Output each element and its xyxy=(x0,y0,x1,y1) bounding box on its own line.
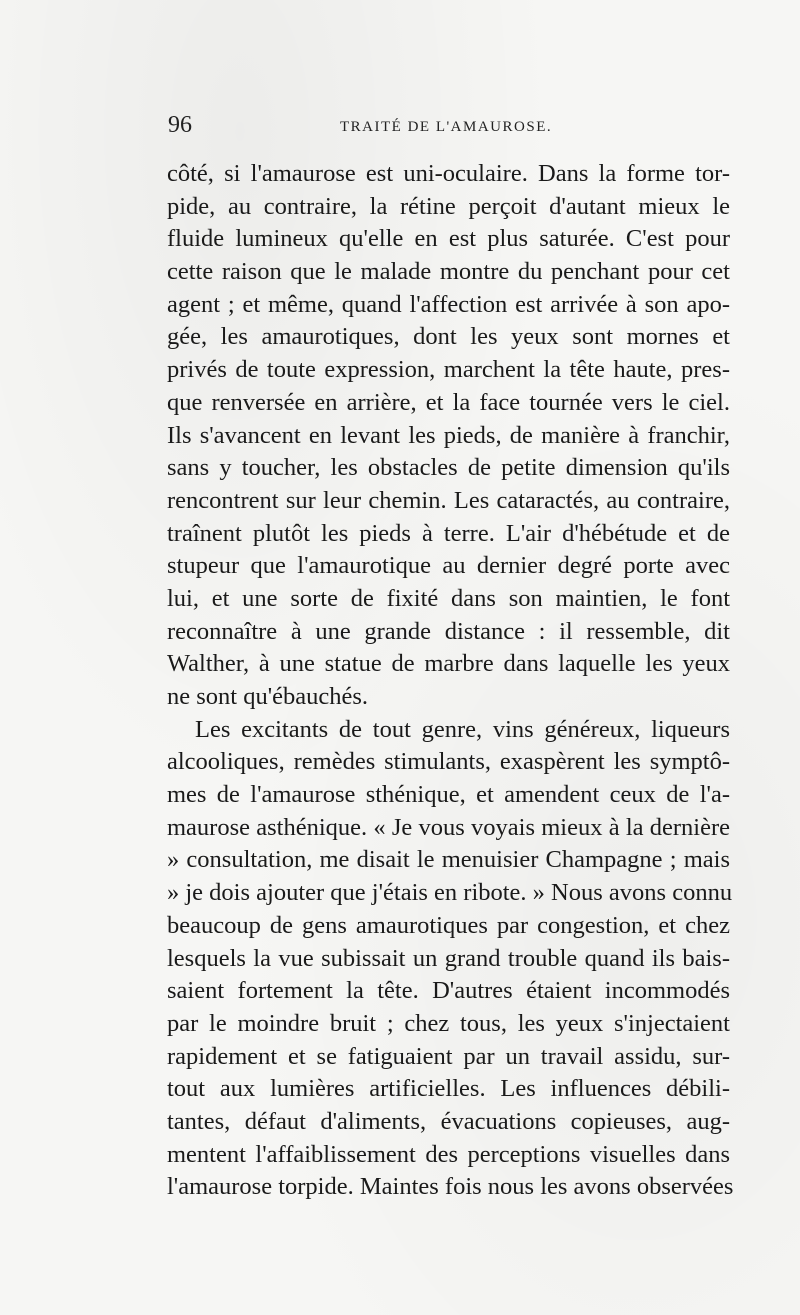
text-line: tantes, défaut d'aliments, évacuations copieuses, aug- xyxy=(167,1107,730,1135)
text-line: ne sont qu'ébauchés. xyxy=(167,683,369,710)
text-line: alcooliques, remèdes stimulants, exaspèrent les symptô- xyxy=(167,748,730,776)
body-text xyxy=(167,158,734,1204)
text-line: par le moindre bruit ; chez tous, les yeux s'injectaient xyxy=(167,1009,730,1037)
text-line: mes de l'amaurose sthénique, et amendent ceux de l'a- xyxy=(167,781,730,809)
text-line: saient fortement la tête. D'autres étaient incommodés xyxy=(167,977,730,1005)
text-line: gée, les amaurotiques, dont les yeux sont mornes et xyxy=(167,323,730,351)
text-line: mentent l'affaiblissement des perceptions visuelles dans xyxy=(167,1140,730,1168)
text-line: Les excitants de tout genre, vins généreux, liqueurs xyxy=(195,715,730,743)
page-header xyxy=(168,112,733,142)
text-line: agent ; et même, quand l'affection est arrivée à son apo- xyxy=(167,290,730,318)
text-line: » je dois ajouter que j'étais en ribote. » Nous avons connu xyxy=(167,879,733,907)
text-line: » consultation, me disait le menuisier Champagne ; mais xyxy=(167,846,730,874)
text-line: fluide lumineux qu'elle en est plus saturée. C'est pour xyxy=(167,225,730,253)
text-line: stupeur que l'amaurotique au dernier degré porte avec xyxy=(167,552,730,580)
text-line: sans y toucher, les obstacles de petite dimension qu'ils xyxy=(167,454,730,482)
text-line: que renversée en arrière, et la face tournée vers le ciel. xyxy=(167,388,730,416)
text-line: maurose asthénique. « Je vous voyais mieux à la dernière xyxy=(167,813,730,841)
text-line: Ils s'avancent en levant les pieds, de manière à franchir, xyxy=(167,421,730,449)
text-line: privés de toute expression, marchent la tête haute, pres- xyxy=(167,356,730,384)
paragraph xyxy=(167,158,730,714)
text-line: lui, et une sorte de fixité dans son maintien, le font xyxy=(167,584,730,612)
text-line: rencontrent sur leur chemin. Les cataractés, au contraire, xyxy=(167,486,730,514)
text-line: tout aux lumières artificielles. Les influences débili- xyxy=(167,1075,730,1103)
running-title: TRAITÉ DE L'AMAUROSE. xyxy=(340,119,553,135)
text-line: beaucoup de gens amaurotiques par congestion, et chez xyxy=(167,911,730,939)
text-line: rapidement et se fatiguaient par un travail assidu, sur- xyxy=(167,1042,730,1070)
text-line: pide, au contraire, la rétine perçoit d'autant mieux le xyxy=(167,192,730,220)
text-line: reconnaître à une grande distance : il ressemble, dit xyxy=(167,617,730,645)
page-number: 96 xyxy=(168,112,192,138)
paragraph xyxy=(167,714,734,1204)
text-line: Walther, à une statue de marbre dans laquelle les yeux xyxy=(167,650,730,678)
text-line: cette raison que le malade montre du penchant pour cet xyxy=(167,258,730,286)
text-line: côté, si l'amaurose est uni-oculaire. Dans la forme tor- xyxy=(167,160,730,187)
text-line: l'amaurose torpide. Maintes fois nous les avons observées xyxy=(167,1173,734,1201)
text-line: traînent plutôt les pieds à terre. L'air d'hébétude et de xyxy=(167,519,730,547)
text-line: lesquels la vue subissait un grand trouble quand ils bais- xyxy=(167,944,730,972)
